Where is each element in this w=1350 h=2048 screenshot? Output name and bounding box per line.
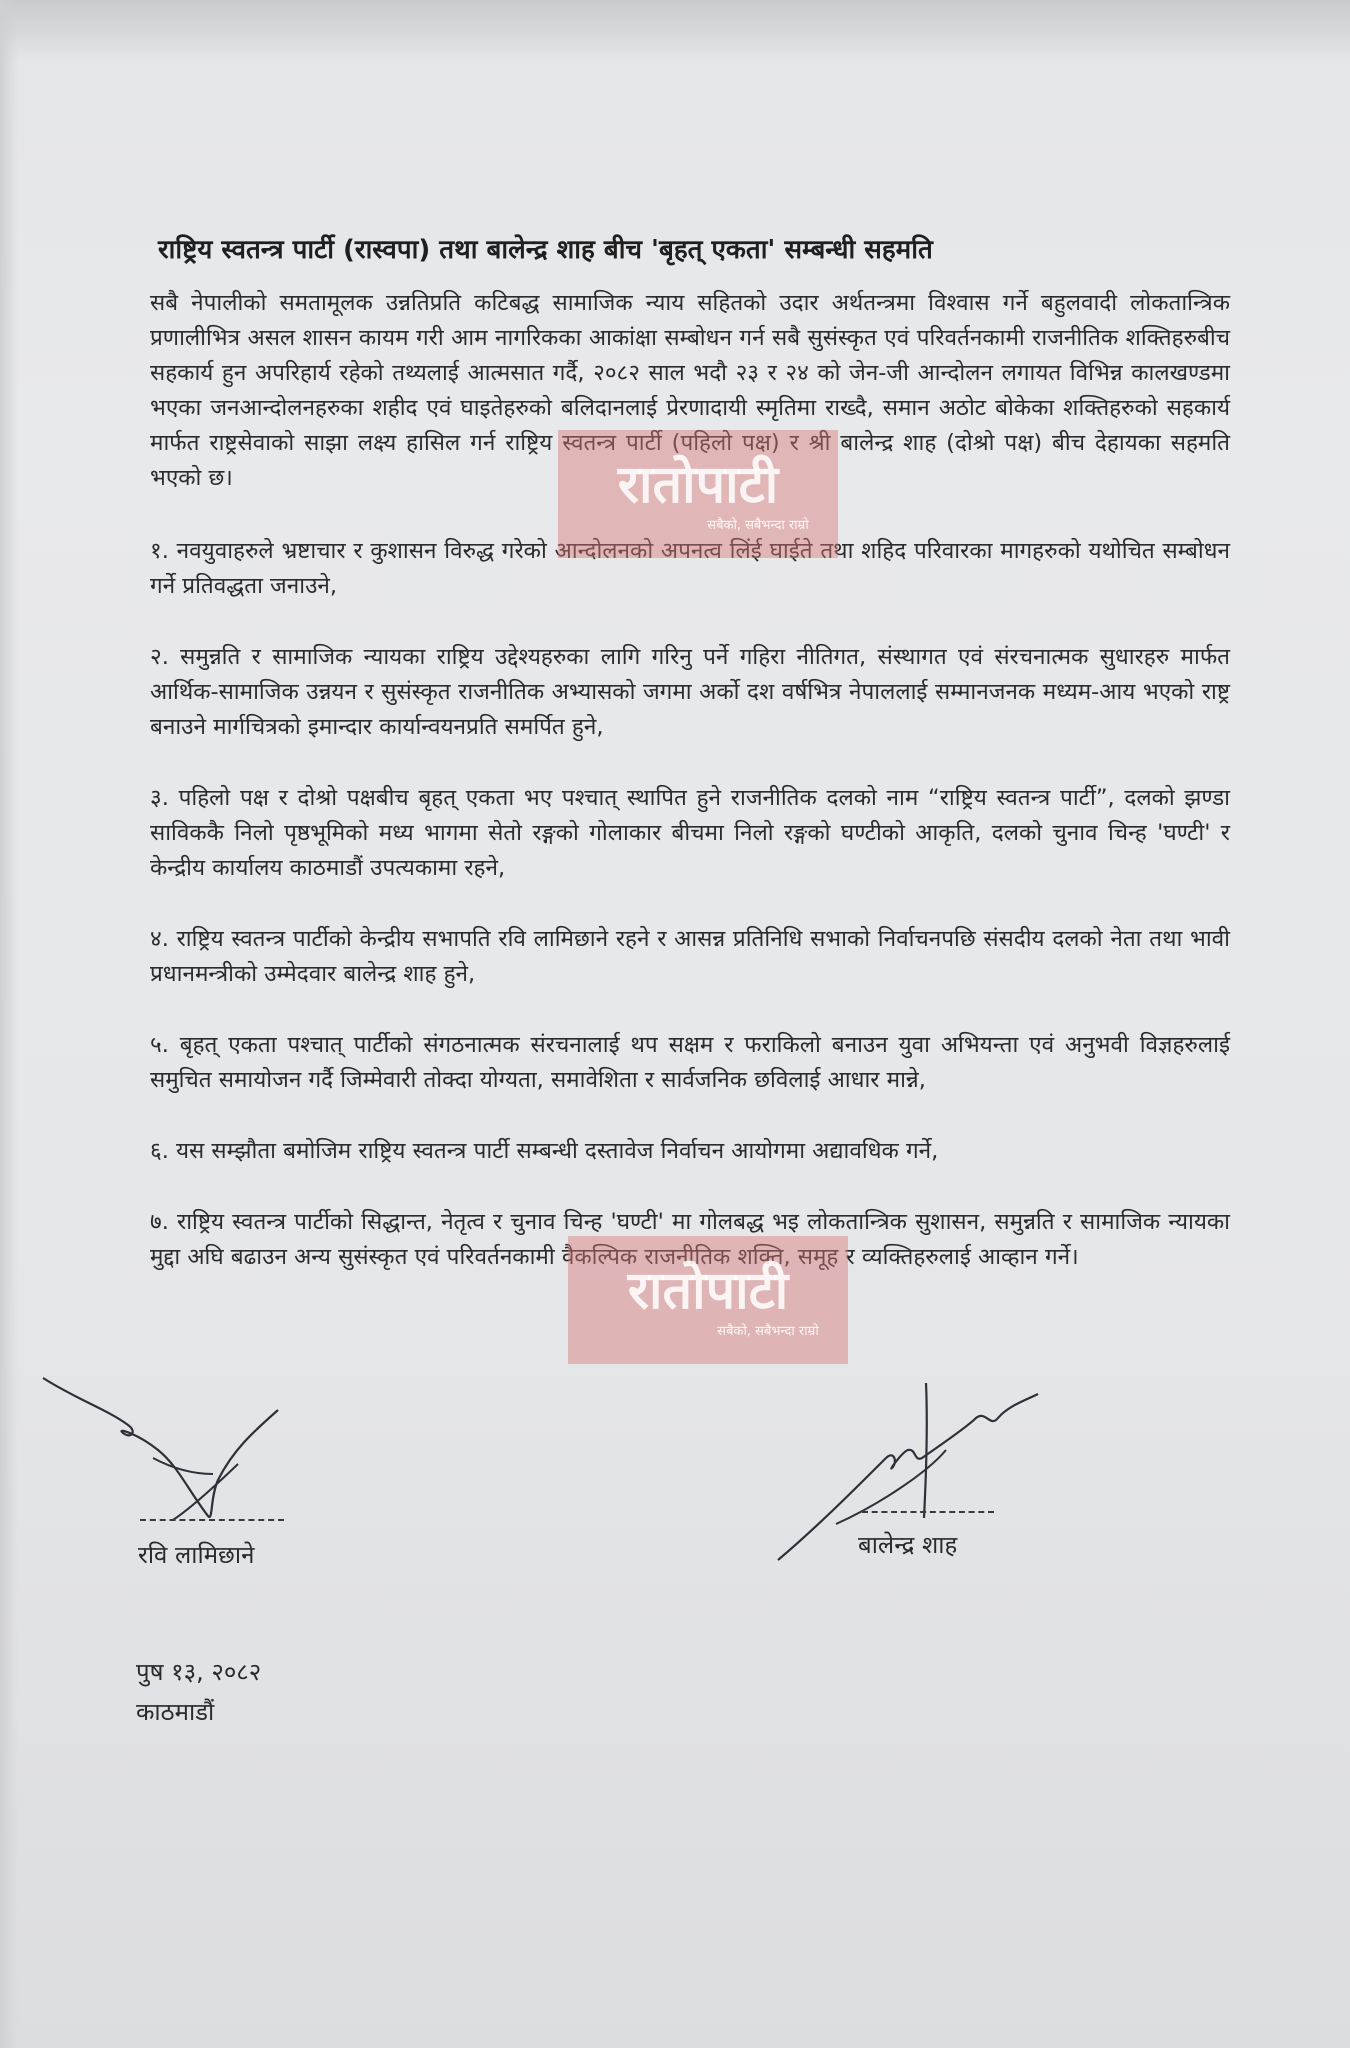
signature-line-left	[140, 1519, 284, 1521]
watermark-logo-text: रातोपाटी	[617, 454, 779, 515]
agreement-point-2: २. समुन्नति र सामाजिक न्यायका राष्ट्रिय उद्देश्यहरुका लागि गरिनु पर्ने गहिरा नीतिगत, संस्थागत एवं संरचनात्मक सुधारहरु मार्फत आर्थिक-सामाजिक उन्नयन र सुसंस्कृत राजनीतिक अभ्यासको जगमा अर्को दश वर्षभित्र नेपाललाई सम्मानजनक मध्यम-आय भएको राष्ट्र बनाउने मार्गचित्रको इमान्दार कार्यान्वयनप्रति समर्पित हुने,	[150, 644, 1230, 740]
agreement-point-1: १. नवयुवाहरुले भ्रष्टाचार र कुशासन विरुद्ध गरेको आन्दोलनको अपनत्व लिंई घाईते तथा शहिद परिवारका मागहरुको यथोचित सम्बोधन गर्ने प्रतिवद्धता जनाउने,	[150, 538, 1230, 599]
agreement-point-5: ५. बृहत् एकता पश्चात् पार्टीको संगठनात्मक संरचनालाई थप सक्षम र फराकिलो बनाउन युवा अभियन्ता एवं अनुभवी विज्ञहरुलाई समुचित समायोजन गर्दै जिम्मेवारी तोक्दा योग्यता, समावेशिता र सार्वजनिक छविलाई आधार मान्ने,	[150, 1032, 1230, 1093]
signature-left	[38, 1370, 298, 1530]
watermark-tagline: सबैको, सबैभन्दा राम्रो	[707, 518, 809, 533]
agreement-point-4: ४. राष्ट्रिय स्वतन्त्र पार्टीको केन्द्रीय सभापति रवि लामिछाने रहने र आसन्न प्रतिनिधि सभाको निर्वाचनपछि संसदीय दलको नेता तथा भावी प्रधानमन्त्रीको उम्मेदवार बालेन्द्र शाह हुने,	[150, 926, 1230, 987]
document-body	[150, 228, 1230, 1275]
ratopati-watermark	[568, 1236, 848, 1364]
signature-line-right	[862, 1511, 994, 1513]
watermark-tagline: सबैको, सबैभन्दा राम्रो	[717, 1324, 819, 1339]
intro-paragraph: सबै नेपालीको समतामूलक उन्नतिप्रति कटिबद्ध सामाजिक न्याय सहितको उदार अर्थतन्त्रमा विश्वास गर्ने बहुलवादी लोकतान्त्रिक प्रणालीभित्र असल शासन कायम गरी आम नागरिकका आकांक्षा सम्बोधन गर्न सबै सुसंस्कृत एवं परिवर्तनकामी राजनीतिक शक्तिहरुबीच सहकार्य हुन अपरिहार्य रहेको तथ्यलाई आत्मसात गर्दै, २०८२ साल भदौ २३ र २४ को जेन-जी आन्दोलन लगायत विभिन्न कालखण्डमा भएका जनआन्दोलनहरुका शहीद एवं घाइतेहरुको बलिदानलाई प्रेरणादायी स्मृतिमा राख्दै, समान अठोट बोकेका शक्तिहरुको सहकार्य मार्फत राष्ट्रसेवाको साझा लक्ष्य हासिल गर्न राष्ट्रिय स्वतन्त्र पार्टी (पहिलो पक्ष) र श्री बालेन्द्र शाह (दोश्रो पक्ष) बीच देहायका सहमति भएको छ।	[150, 290, 1230, 491]
agreement-date: पुष १३, २०८२	[136, 1658, 262, 1686]
ratopati-watermark	[558, 430, 838, 558]
agreement-place: काठमाडौं	[136, 1698, 215, 1726]
signatory-name-left: रवि लामिछाने	[138, 1541, 255, 1569]
signatory-name-right: बालेन्द्र शाह	[858, 1531, 958, 1559]
agreement-point-3: ३. पहिलो पक्ष र दोश्रो पक्षबीच बृहत् एकता भए पश्चात् स्थापित हुने राजनीतिक दलको नाम “राष्ट्रिय स्वतन्त्र पार्टी”, दलको झण्डा साविककै निलो पृष्ठभूमिको मध्य भागमा सेतो रङ्गको गोलाकार बीचमा निलो रङ्गको घण्टीको आकृति, दलको चुनाव चिन्ह 'घण्टी' र केन्द्रीय कार्यालय काठमाडौं उपत्यकामा रहने,	[150, 785, 1231, 881]
watermark-logo-text: रातोपाटी	[627, 1260, 789, 1321]
paper-edge	[0, 0, 18, 2048]
agreement-point-6: ६. यस सम्झौता बमोजिम राष्ट्रिय स्वतन्त्र पार्टी सम्बन्धी दस्तावेज निर्वाचन आयोगमा अद्यावधिक गर्ने,	[150, 1138, 939, 1164]
page-top-shadow	[0, 0, 1350, 60]
agreement-point-7: ७. राष्ट्रिय स्वतन्त्र पार्टीको सिद्धान्त, नेतृत्व र चुनाव चिन्ह 'घण्टी' मा गोलबद्ध भइ लोकतान्त्रिक सुशासन, समुन्नति र सामाजिक न्यायका मुद्दा अघि बढाउन अन्य सुसंस्कृत एवं परिवर्तनकामी वैकल्पिक राजनीतिक शक्ति, समूह र व्यक्तिहरुलाई आव्हान गर्ने।	[150, 1209, 1230, 1270]
document-title: राष्ट्रिय स्वतन्त्र पार्टी (रास्वपा) तथा बालेन्द्र शाह बीच 'बृहत् एकता' सम्बन्धी सहमति	[158, 235, 933, 265]
date-place-block	[136, 1652, 261, 1732]
